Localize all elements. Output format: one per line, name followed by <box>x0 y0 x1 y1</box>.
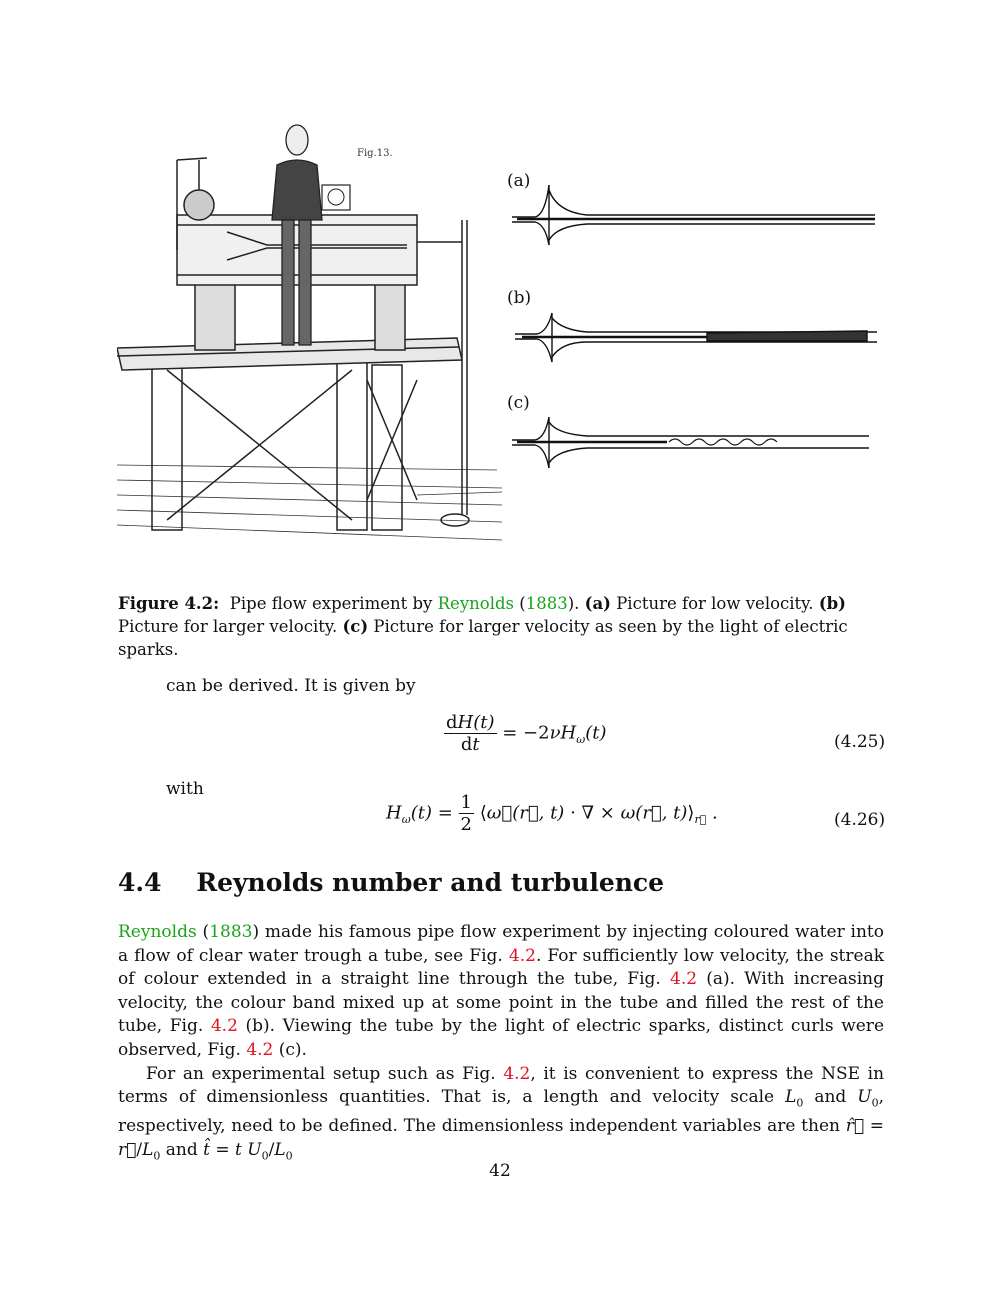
cite-year[interactable]: 1883 <box>209 922 253 942</box>
section-title: Reynolds number and turbulence <box>196 868 665 897</box>
tube-panel-c <box>512 417 869 468</box>
equation-4-25: $\frac{dH(t)}{dt}$ = $-2\nu H_\omega(t)$ <box>446 712 607 755</box>
caption-a-label: (a) <box>584 594 611 613</box>
para2-text-2: , it is convenient to express the NSE in terms of dimensionless quantities. That is, a length and velocity scale <box>118 1063 885 1108</box>
caption-a-text: Picture for low velocity. <box>616 594 814 613</box>
panel-a-label: (a) <box>507 171 531 191</box>
para1-text-5: (c). <box>278 1039 307 1060</box>
caption-c-text: Picture for larger velocity as seen by the light of electric sparks. <box>118 617 848 659</box>
floor-hatching <box>117 465 502 540</box>
fig-label: Fig.13. <box>357 148 393 159</box>
eq-number-4-26: (4.26) <box>834 810 886 830</box>
paragraph-1: Reynolds (1883) made his famous pipe flow experiment by injecting coloured water into a flow of clear water trough a tube, see Fig. 4.2. For sufficiently low velocity, the streak of colour extended in a straight line through the tube, Fig. 4.2 (a). With increasing velocity, the colour band mixed up at some point in the tube and filled the rest of the tube, Fig. 4.2 (b). Viewing the tube by the light of electric sparks, distinct curls were observed, Fig. 4.2 (c). <box>118 922 885 1060</box>
para2-text-3: and <box>814 1087 847 1108</box>
caption-cite-year[interactable]: 1883 <box>525 594 568 613</box>
section-heading <box>118 868 664 897</box>
figure-4-2 <box>117 120 887 560</box>
caption-label: Figure 4.2: <box>118 594 220 613</box>
fig-ref-4[interactable]: 4.2 <box>246 1039 274 1060</box>
caption-b-text: Picture for larger velocity. <box>118 617 338 636</box>
cite-author[interactable]: Reynolds <box>118 922 197 942</box>
para1-text-3: (a). With increasing velocity, the colour band mixed up at some point in the tube and filled the rest of the tube, Fig. <box>118 969 884 1037</box>
body-text <box>118 921 884 1168</box>
derived-text: can be derived. It is given by <box>166 676 416 696</box>
tube-panel-a <box>512 185 875 245</box>
with-text: with <box>166 779 204 799</box>
figure-caption: Figure 4.2: Pipe flow experiment by Reynolds (1883). (a) Picture for low velocity. (b) Picture for larger velocity. (c) Picture for larger velocity as seen by the light of electric sparks. <box>118 594 848 659</box>
para2-text-4: , respectively, need to be defined. The dimensionless independent variables are then <box>118 1087 884 1137</box>
panel-b-label: (b) <box>507 288 532 308</box>
fig-ref-2[interactable]: 4.2 <box>670 969 698 990</box>
para2-text-5: and <box>165 1139 198 1160</box>
caption-intro: Pipe flow experiment by <box>229 594 433 613</box>
caption-b-label: (b) <box>818 594 846 613</box>
paragraph-2: For an experimental setup such as Fig. 4.2, it is convenient to express the NSE in terms of dimensionless quantities. That is, a length and velocity scale $L_0$ and $U_0$, respectively, need to be defined. The dimensionless independent variables are then r̂⃗ = $r⃗/L_0$ and t̂ = t $U_0/L_0$ <box>118 1063 885 1163</box>
tube-panel-b <box>515 313 877 362</box>
fig-ref-5[interactable]: 4.2 <box>503 1063 531 1084</box>
fig-ref-3[interactable]: 4.2 <box>210 1016 238 1037</box>
caption-cite-author[interactable]: Reynolds <box>437 594 515 613</box>
equation-4-26: $H_\omega(t)$ = $\frac{1}{2}$ ⟨ω⃗(r⃗, t) · ∇ × ω(r⃗, $t)⟩_{r⃗}$ . <box>386 792 718 835</box>
section-number: 4.4 <box>118 868 162 897</box>
eq-number-4-25: (4.25) <box>834 732 886 752</box>
panel-c-label: (c) <box>507 393 530 413</box>
para2-text-1: For an experimental setup such as Fig. <box>146 1063 496 1084</box>
para1-text-1: ) made his famous pipe flow experiment by injecting coloured water into a flow of clear water trough a tube, see Fig. <box>118 922 884 966</box>
fig-ref-1[interactable]: 4.2 <box>508 945 536 966</box>
caption-c-label: (c) <box>342 617 369 636</box>
page-number: 42 <box>489 1161 511 1181</box>
para1-text-4: (b). Viewing the tube by the light of electric sparks, distinct curls were observed, Fig. <box>118 1016 884 1060</box>
para1-text-2: . For sufficiently low velocity, the streak of colour extended in a straight line through the tube, Fig. <box>118 945 885 990</box>
